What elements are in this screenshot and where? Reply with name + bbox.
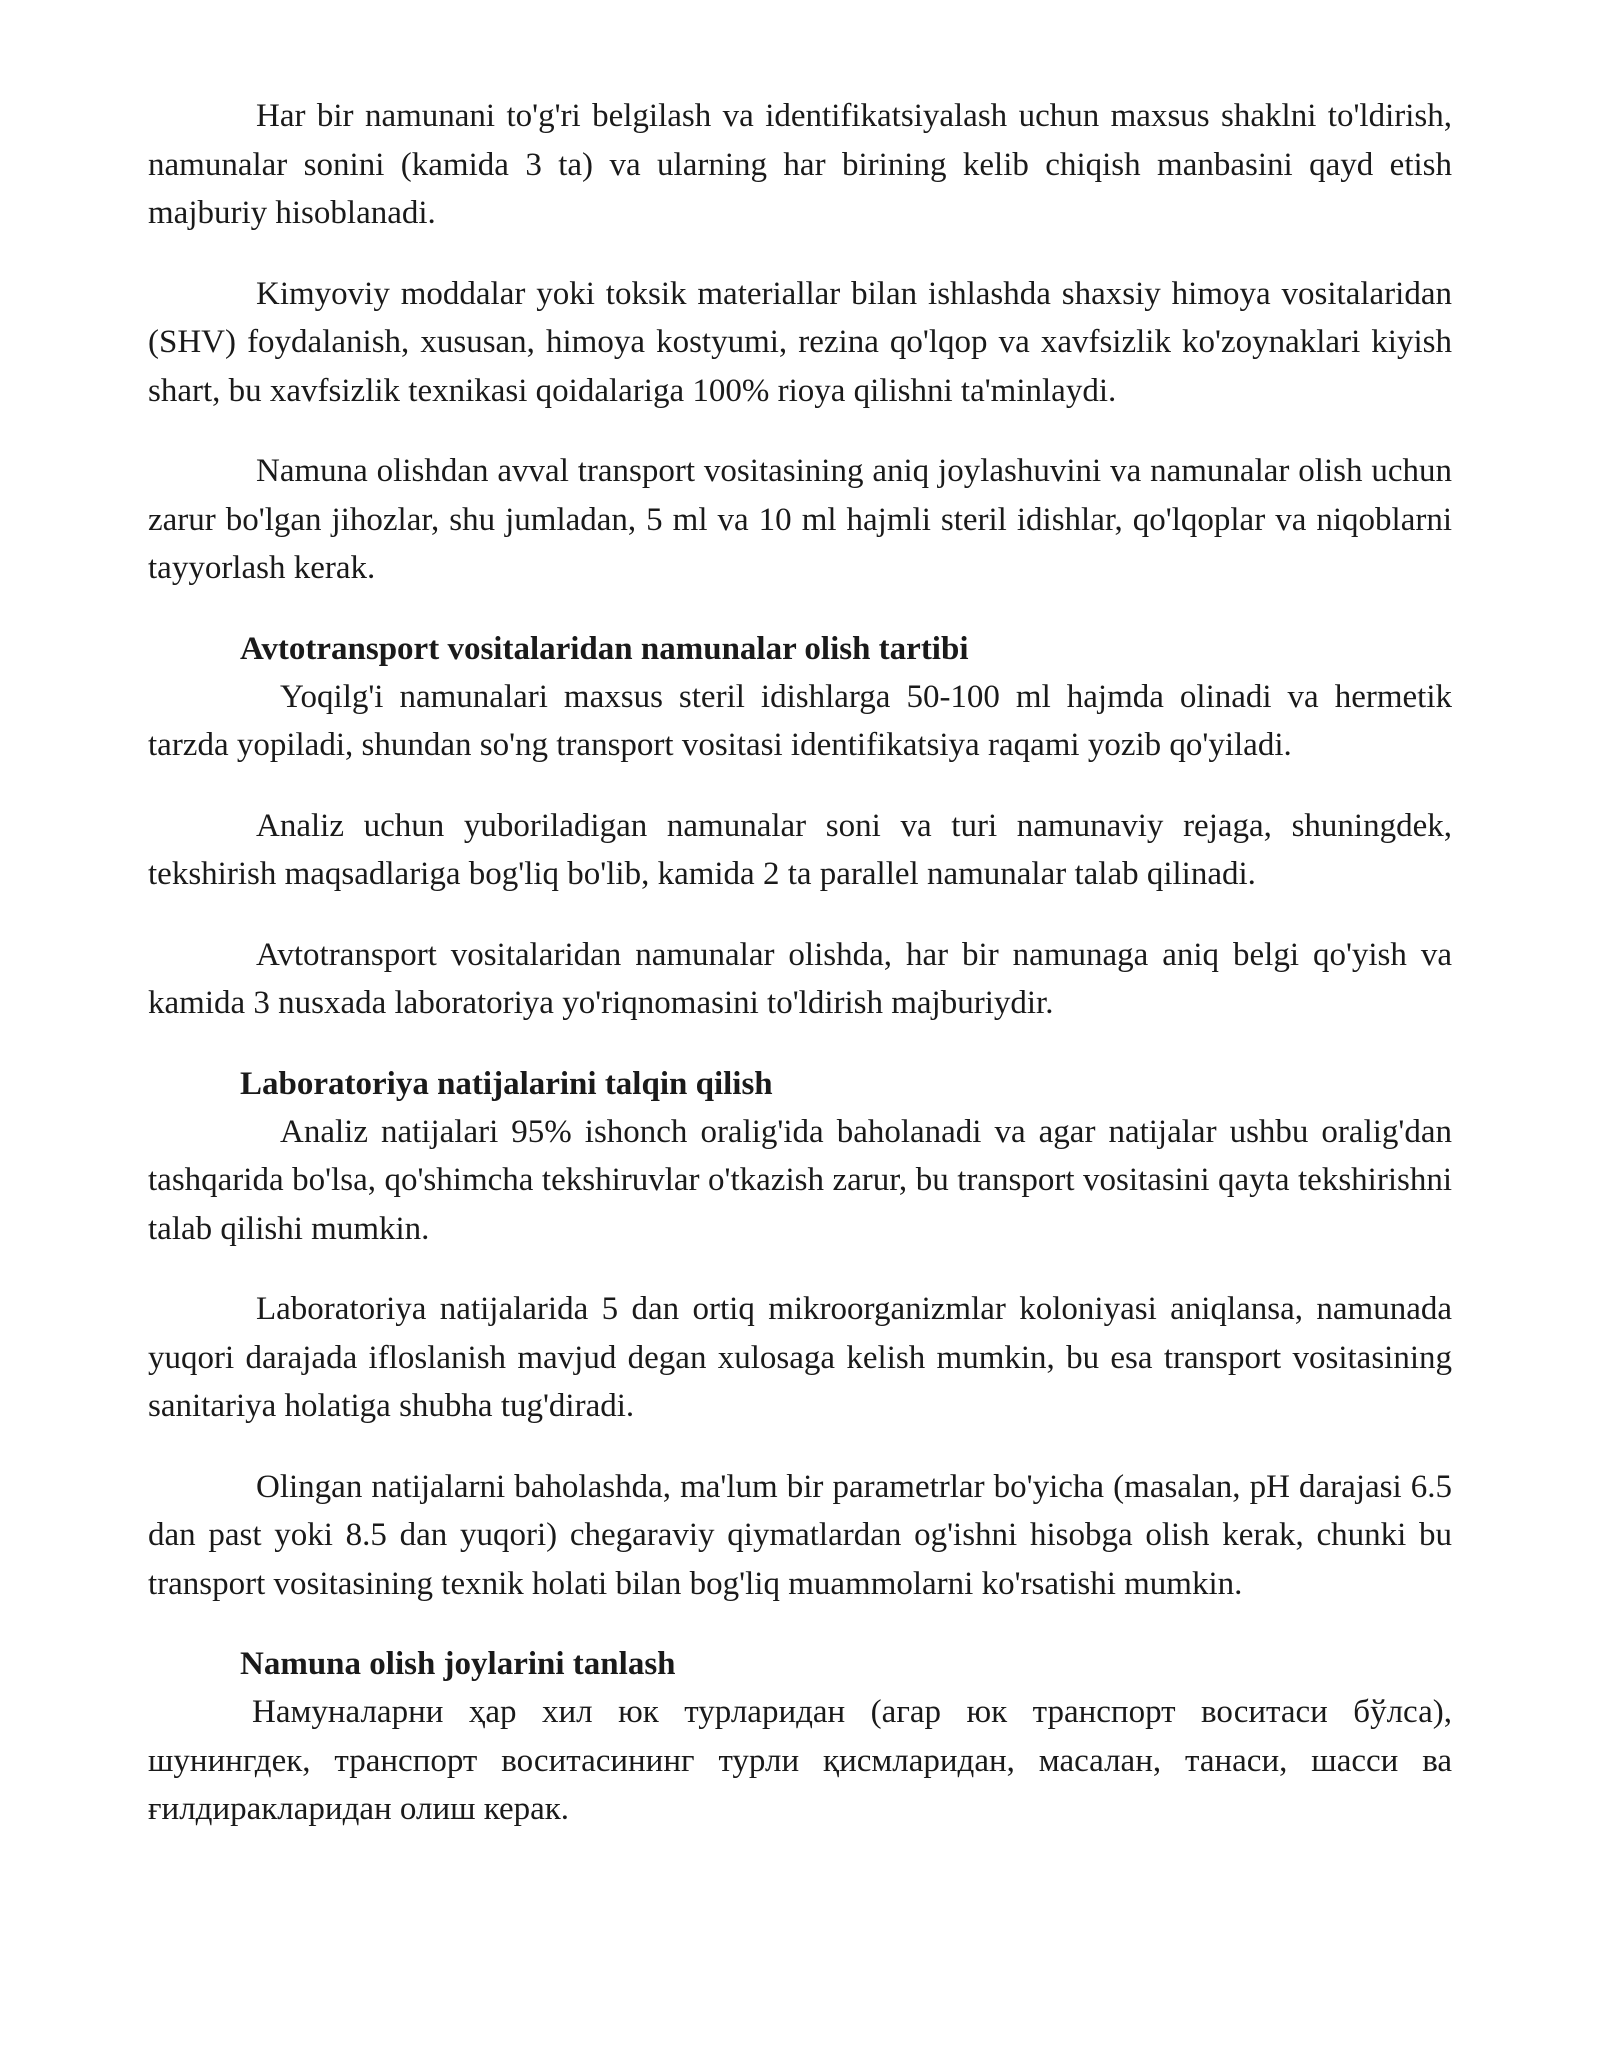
section-heading-sampling-procedure: Avtotransport vositalaridan namunalar olish tartibi — [240, 630, 969, 667]
section-heading-sampling-locations: Namuna olish joylarini tanlash — [240, 1646, 676, 1682]
paragraph-preparation: Namuna olishdan avval transport vositasining aniq joylashuvini va namunalar olish uchun zarur bo'lgan jihozlar, shu jumladan, 5 ml va 10 ml hajmli steril idishlar, qo'lqoplar va niqoblarni tayyorlash kerak. — [148, 453, 1452, 586]
paragraph-sample-count: Analiz uchun yuboriladigan namunalar soni va turi namunaviy rejaga, shuningdek, tekshirish maqsadlariga bog'liq bo'lib, kamida 2 ta parallel namunalar talab qilinadi. — [148, 807, 1452, 892]
paragraph-fuel-samples: Yoqilg'i namunalari maxsus steril idishlarga 50-100 ml hajmda olinadi va hermetik tarzda yopiladi, shundan so'ng transport vositasi identifikatsiya raqami yozib qo'yiladi. — [148, 678, 1452, 763]
paragraph-sample-labeling: Har bir namunani to'g'ri belgilash va identifikatsiyalash uchun maxsus shaklni to'ldirish, namunalar sonini (kamida 3 ta) va ularning har birining kelib chiqish manbasini qayd etish majburiy hisoblanadi. — [148, 98, 1452, 231]
paragraph-protective-equipment: Kimyoviy moddalar yoki toksik materiallar bilan ishlashda shaxsiy himoya vositalaridan (SHV) foydalanish, xususan, himoya kostyumi, rezina qo'lqop va xavfsizlik ko'zoynaklari kiyish shart, bu xavfsizlik texnikasi qoidalariga 100% rioya qilishni ta'minlaydi. — [148, 275, 1452, 409]
section-heading-lab-results: Laboratoriya natijalarini talqin qilish — [240, 1065, 773, 1102]
paragraph-sample-marking: Avtotransport vositalaridan namunalar olishda, har bir namunaga aniq belgi qo'yish va kamida 3 nusxada laboratoriya yo'riqnomasini to'ldirish majburiydir. — [148, 936, 1452, 1021]
paragraph-contamination: Laboratoriya natijalarida 5 dan ortiq mikroorganizmlar koloniyasi aniqlansa, namunada yuqori darajada ifloslanish mavjud degan xulosaga kelish mumkin, bu esa transport vositasining sanitariya holatiga shubha tug'diradi. — [148, 1291, 1452, 1424]
document-page — [148, 92, 1452, 1866]
paragraph-confidence-interval: Analiz natijalari 95% ishonch oralig'ida baholanadi va agar natijalar ushbu oralig'dan tashqarida bo'lsa, qo'shimcha tekshiruvlar o'tkazish zarur, bu transport vositasini qayta tekshirishni talab qilishi mumkin. — [148, 1113, 1452, 1247]
paragraph-threshold-values: Olingan natijalarni baholashda, ma'lum bir parametrlar bo'yicha (masalan, pH darajasi 6.5 dan past yoki 8.5 dan yuqori) chegaraviy qiymatlardan og'ishni hisobga olish kerak, chunki bu transport vositasining texnik holati bilan bog'liq muammolarni ko'rsatishi mumkin. — [148, 1468, 1452, 1602]
paragraph-sampling-locations: Намуналарни ҳар хил юк турларидан (агар юк транспорт воситаси бўлса), шунингдек, транспорт воситасининг турли қисмларидан, масалан, танаси, шасси ва ғилдиракларидан олиш керак. — [148, 1694, 1452, 1827]
